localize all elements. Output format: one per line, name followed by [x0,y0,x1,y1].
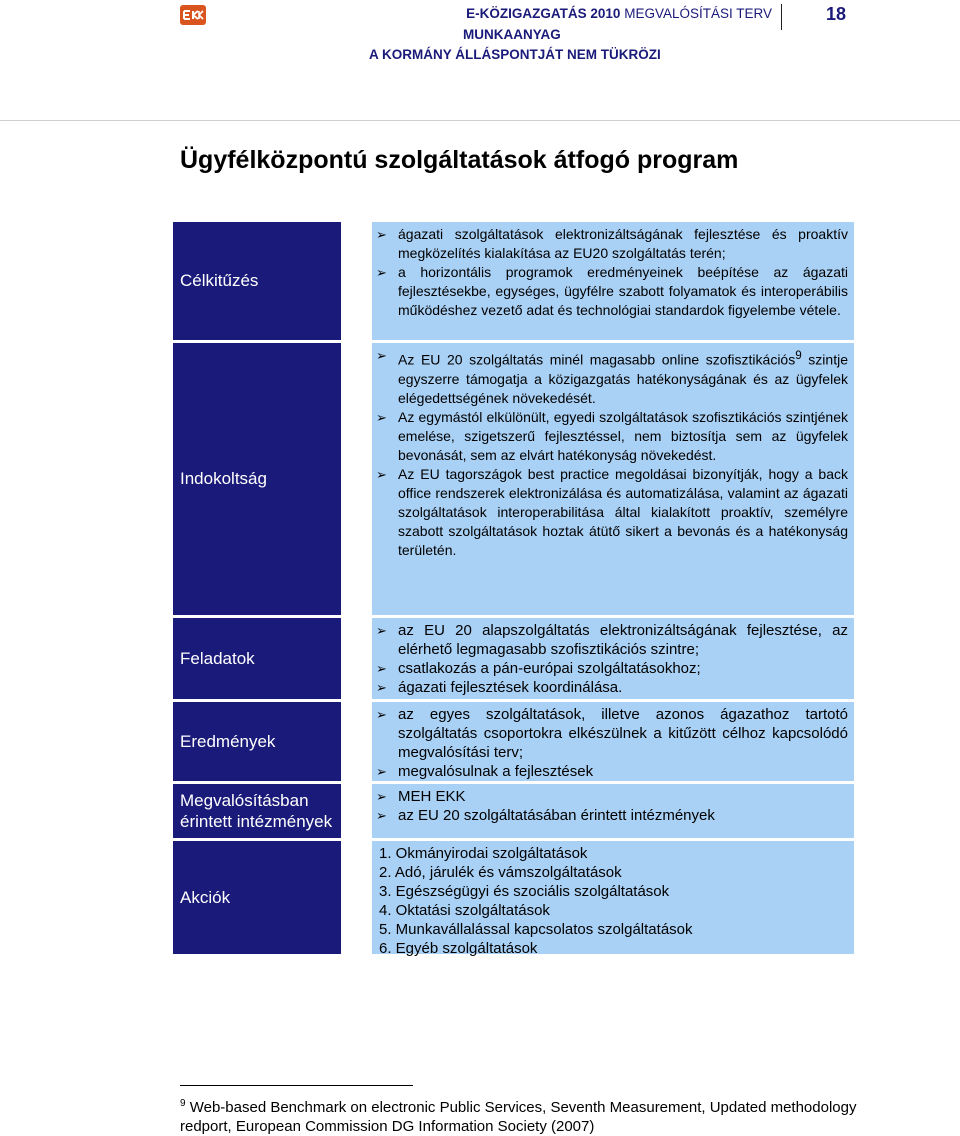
content-celkituzes [372,222,854,340]
list-item [376,787,848,806]
arrow-bullet-icon: ➢ [376,409,387,425]
list-item [376,806,848,825]
list-item-text: Az egymástól elkülönült, egyedi szolgáltatások szofisztikációs szintjének emelése, szigetszerű fejlesztéssel, nem biztosítja sem az ügyfelek bevonását, sem az elvárt hatékonyság növekedést. [398,408,848,463]
header-disclaimer: A KORMÁNY ÁLLÁSPONTJÁT NEM TÜKRÖZI [369,47,661,62]
list-item [376,659,848,678]
list-item [376,705,848,762]
list-item [376,408,848,465]
header-divider [781,4,782,30]
footnote-rule [180,1085,413,1086]
arrow-bullet-icon: ➢ [376,764,387,779]
label-feladatok [173,618,341,699]
action-item: 6. Egyéb szolgáltatások [379,940,538,957]
arrow-bullet-icon: ➢ [376,623,387,638]
header-plan-title [440,6,772,21]
action-item: 3. Egészségügyi és szociális szolgáltatások [379,883,670,900]
list-item-text: ágazati fejlesztések koordinálása. [398,679,623,696]
header-org: E-KÖZIGAZGATÁS 2010 [466,6,621,21]
ekk-logo-icon [180,5,206,25]
arrow-bullet-icon: ➢ [376,265,387,280]
arrow-bullet-icon: ➢ [376,680,387,695]
list-item-text-part: Az EU 20 szolgáltatás minél magasabb online szofisztikációs [398,351,796,368]
content-akciok [372,841,854,957]
label-indokoltsag-text: Indokoltság [180,469,267,488]
label-celkituzes-text: Célkitűzés [180,271,259,290]
footnote-text: Web-based Benchmark on electronic Public Services, Seventh Measurement, Updated methodology redport, European Commission DG Information Society (2007) [180,1099,857,1135]
arrow-bullet-icon: ➢ [376,466,387,482]
label-celkituzes [173,222,341,340]
action-item: 5. Munkavállalással kapcsolatos szolgáltatások [379,921,693,938]
content-feladatok [372,618,854,699]
label-feladatok-text: Feladatok [180,648,255,668]
label-akciok [173,841,341,954]
list-item-text: a horizontális programok eredményeinek beépítése az ágazati fejlesztésekbe, egységes, ügyfélre szabott folyamatok és interoperábilis működéshez vezető adat és technológiai standardok figyelembe vétele. [398,264,848,318]
arrow-bullet-icon: ➢ [376,227,387,242]
label-indokoltsag [173,343,341,615]
arrow-bullet-icon: ➢ [376,348,387,363]
list-item-text: csatlakozás a pán-európai szolgáltatásokhoz; [398,660,701,677]
arrow-bullet-icon: ➢ [376,808,387,823]
list-item [376,465,848,560]
list-item-text: ágazati szolgáltatások elektronizáltságának fejlesztése és proaktív megközelítés kialakítása az EU20 szolgáltatás terén; [398,226,848,261]
footnote [180,1094,860,1136]
label-eredmenyek [173,702,341,781]
action-item: 4. Oktatási szolgáltatások [379,902,550,919]
list-item [376,621,848,659]
list-item-text: Az EU tagországok best practice megoldásai bizonyítják, hogy a back office rendszerek elektronizálása és automatizálása, valamint az ágazati szolgáltatások interoperabilitása által kialakított proaktív, személyre szabott szolgáltatások hoztak átütő sikert a bevonás és a hatékonyság területén. [398,465,848,558]
page-title: Ügyfélközpontú szolgáltatások átfogó program [180,146,739,174]
list-item-text [398,346,848,408]
page-number: 18 [826,4,847,24]
footnote-number: 9 [180,1098,186,1109]
label-akciok-text: Akciók [180,887,231,907]
content-eredmenyek [372,702,854,781]
header-rule [0,120,960,121]
arrow-bullet-icon: ➢ [376,707,387,722]
list-item [376,263,848,320]
content-indokoltsag [372,343,854,615]
list-item [376,346,848,408]
list-item-text: az egyes szolgáltatások, illetve azonos ágazathoz tartotó szolgáltatás csoportokra elkészülnek a kitűzött célhoz kapcsolódó megvalósítási terv; [398,706,848,761]
label-megvalositas-text [180,790,332,832]
label-eredmenyek-text: Eredmények [180,731,276,751]
list-item-text: MEH EKK [398,788,466,805]
header-draft-label: MUNKAANYAG [463,27,561,42]
header-plan: MEGVALÓSÍTÁSI TERV [624,6,772,21]
action-item: 2. Adó, járulék és vámszolgáltatások [379,864,622,881]
list-item-text: az EU 20 szolgáltatásában érintett intézmények [398,807,715,824]
action-item: 1. Okmányirodai szolgáltatások [379,845,588,862]
label-megvalositas [173,784,341,838]
list-item-text-part: szintje egyszerre támogatja a közigazgatás hatékonyságának és az ügyfelek elégedettségének növekedését. [398,351,848,406]
list-item [376,762,848,781]
list-item [376,678,848,697]
label-line: érintett intézmények [180,812,333,831]
list-item [376,225,848,263]
arrow-bullet-icon: ➢ [376,789,387,804]
list-item-text: megvalósulnak a fejlesztések [398,763,594,780]
label-line: Megvalósításban [180,791,309,810]
list-item-text: az EU 20 alapszolgáltatás elektronizáltságának fejlesztése, az elérhető legmagasabb szofisztikációs szintre; [398,622,848,658]
arrow-bullet-icon: ➢ [376,661,387,676]
content-megvalositas [372,784,854,838]
footnote-ref: 9 [795,349,802,362]
